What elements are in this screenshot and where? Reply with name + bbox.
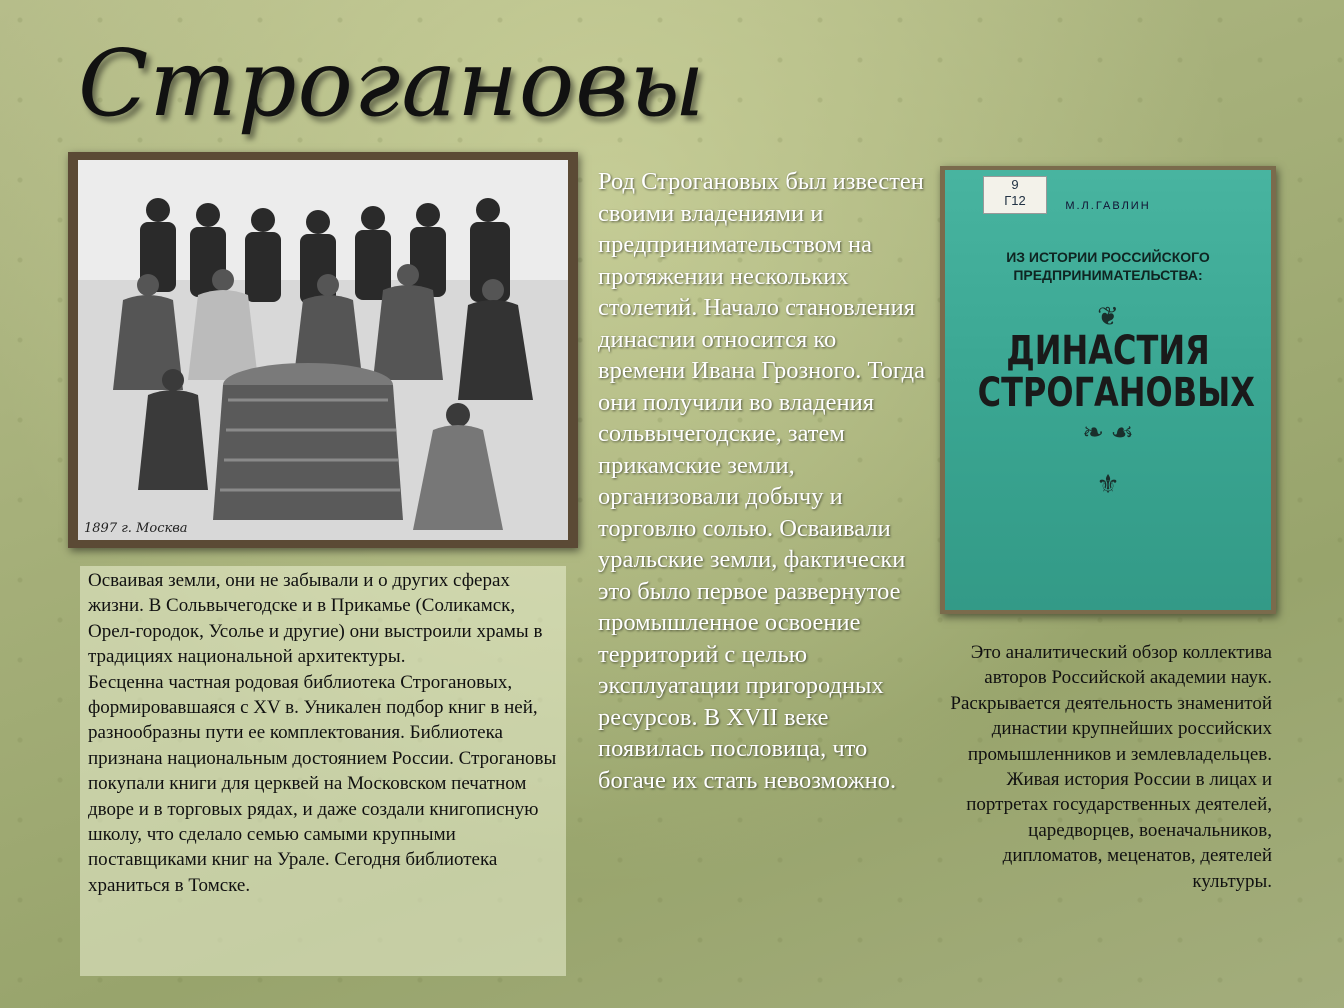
right-text-block: Это аналитический обзор коллектива авторов Российской академии наук. Раскрывается деятельность знаменитой династии крупнейших российских промышленников и землевладельцев. Живая история России в лицах и портретах государственных деятелей, царедворцев, военачальников, дипломатов, меценатов, деятелей культуры. <box>950 642 1272 892</box>
book-title <box>977 328 1255 416</box>
book-title-line-1: ДИНАСТИЯ <box>1006 328 1210 374</box>
sticker-line-1: 9 <box>1011 177 1019 192</box>
book-subtitle: ИЗ ИСТОРИИ РОССИЙСКОГО ПРЕДПРИНИМАТЕЛЬСТВА: <box>1006 249 1210 283</box>
book-author: М.Л.ГАВЛИН <box>1065 200 1151 212</box>
left-paragraph-2: Бесценна частная родовая библиотека Строгановых, формировавшаяся с XV в. Уникален подбор книг в ней, разнообразны пути ее комплектования. Библиотека признана национальным достоянием России. Строгановы покупали книги для церквей на Московском печатном дворе и в торговых рядах, и даже создали книгописную школу, что сделало семью самыми крупными поставщиками книг на Урале. Сегодня библиотека храниться в Томске. <box>88 671 557 896</box>
family-photo <box>78 160 568 540</box>
family-photo-frame <box>68 152 578 548</box>
ornament-top-icon: ❦ <box>1097 302 1119 331</box>
left-text-block <box>80 566 566 976</box>
left-paragraph-1: Осваивая земли, они не забывали и о других сферах жизни. В Сольвычегодске и в Прикамье (Соликамск, Орел-городок, Усолье и другие) они выстроили храмы в традициях национальной архитектуры. <box>88 570 543 668</box>
book-title-line-2: СТРОГАНОВЫХ <box>977 370 1255 416</box>
ornament-middle-icon: ❧ ☙ <box>1082 418 1134 447</box>
book-cover <box>945 170 1271 610</box>
ornament-bottom-icon: ⚜ <box>1096 470 1120 499</box>
family-photo-illustration <box>78 160 568 540</box>
book-cover-frame <box>940 166 1276 614</box>
photo-caption: 1897 г. Москва <box>84 521 188 536</box>
sticker-line-2: Г12 <box>1004 193 1026 208</box>
page-title: Строгановы <box>78 30 706 137</box>
middle-text-block: Род Строгановых был известен своими владениями и предпринимательством на протяжении нескольких столетий. Начало становления династии относится ко времени Ивана Грозного. Тогда они получили во владения сольвычегодские, затем прикамские земли, организовали добычу и торговлю солью. Осваивали уральские земли, фактически это было первое развернутое промышленное освоение территорий с целью эксплуатации пригородных ресурсов. В XVII веке появилась пословица, что богаче их стать невозможно. <box>598 168 925 794</box>
